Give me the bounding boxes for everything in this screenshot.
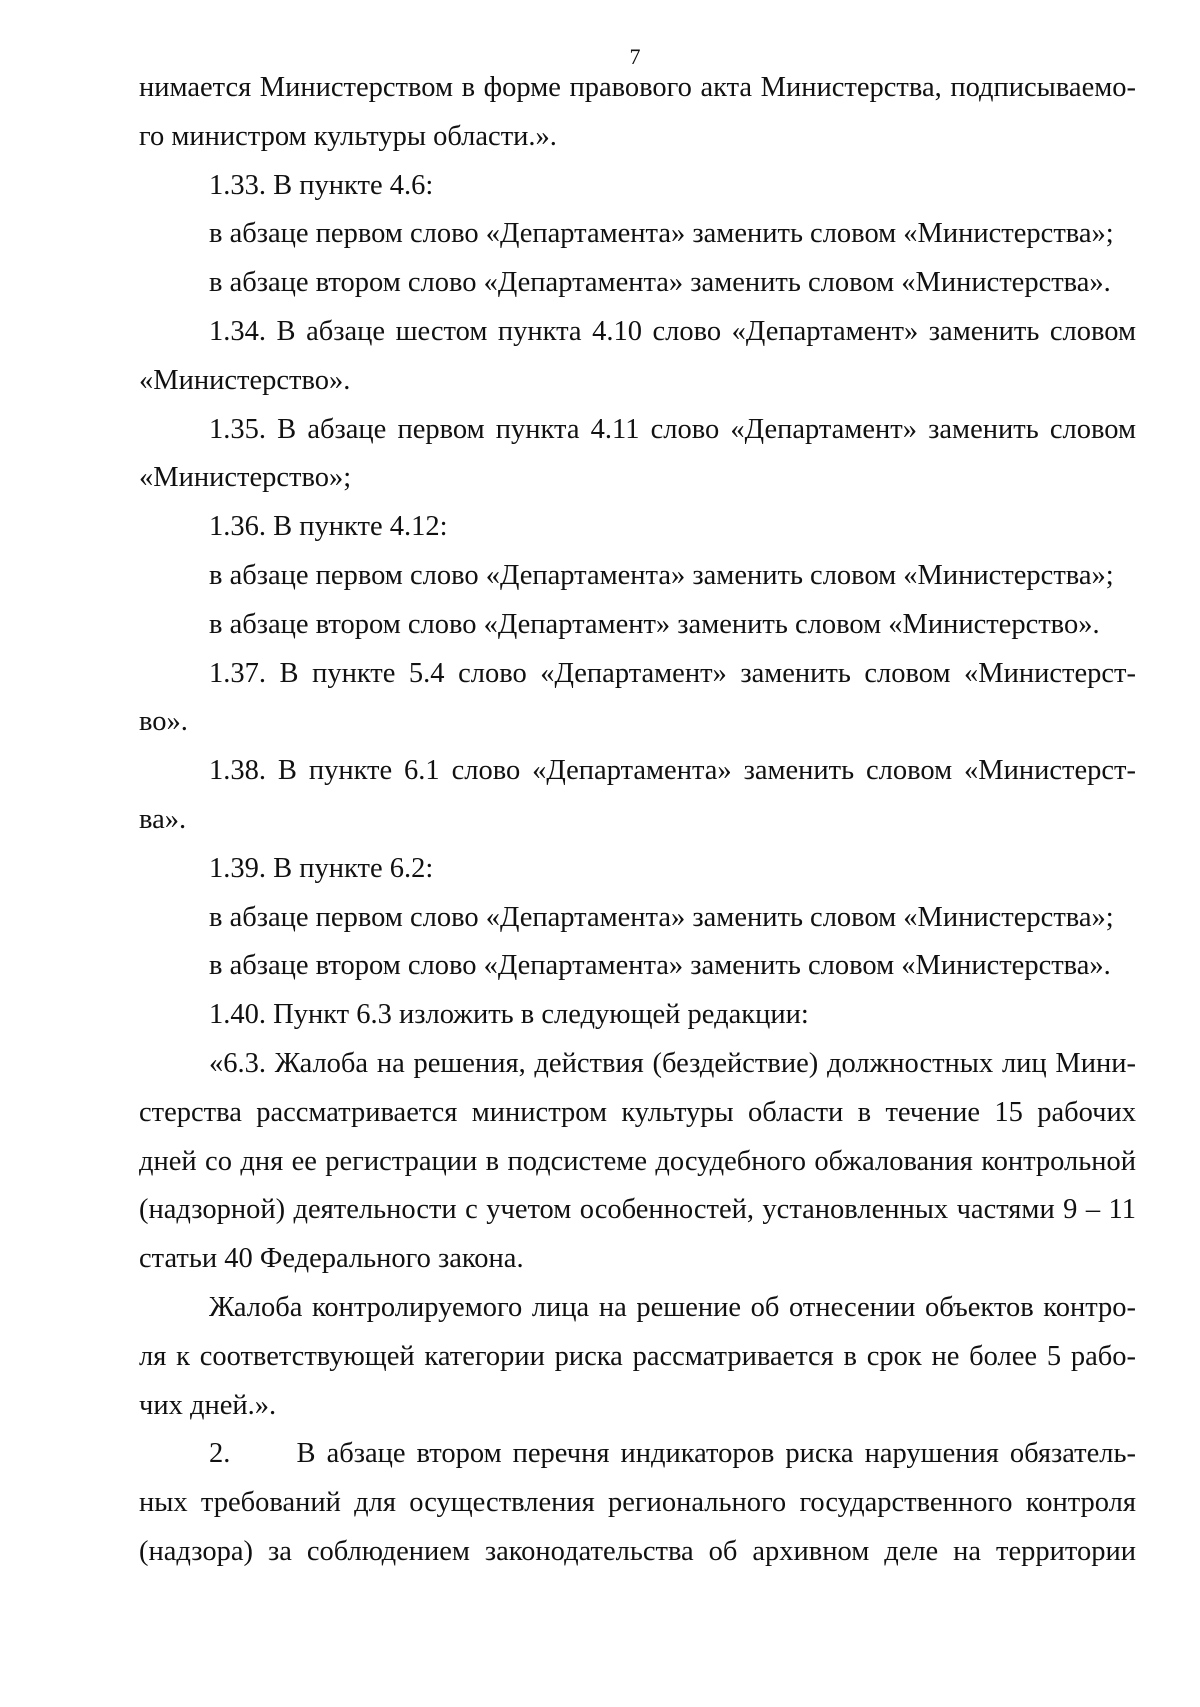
paragraph [139, 1284, 1136, 1430]
paragraph [139, 552, 1136, 601]
page-number: 7 [629, 44, 641, 69]
text-line: в абзаце первом слово «Департамента» заменить словом «Министерства»; [209, 901, 1114, 933]
paragraph [139, 64, 1136, 162]
paragraph [139, 991, 1136, 1040]
paragraph [139, 308, 1136, 406]
text-line: в абзаце первом слово «Департамента» заменить словом «Министерства»; [209, 559, 1114, 591]
text-line: «Министерство»; [139, 462, 352, 494]
text-line: в абзаце втором слово «Департамент» заменить словом «Министерство». [209, 608, 1100, 640]
paragraph [139, 747, 1136, 845]
text-line: статьи 40 Федерального закона. [139, 1243, 524, 1275]
text-line: 1.39. В пункте 6.2: [209, 852, 434, 884]
text-line: в абзаце втором слово «Департамента» заменить словом «Министерства». [209, 950, 1111, 982]
paragraph [139, 601, 1136, 650]
text-line: 1.36. В пункте 4.12: [209, 511, 448, 543]
paragraph [139, 162, 1136, 211]
text-line: «Министерство». [139, 364, 351, 396]
text-line: 1.37. В пункте 5.4 слово «Департамент» заменить словом «Министерст- [209, 657, 1136, 689]
text-line: ва». [139, 803, 187, 835]
text-line: чих дней.». [139, 1389, 277, 1421]
text-line: ных требований для осуществления регионального государственного контроля [139, 1487, 1136, 1519]
text-line: 1.34. В абзаце шестом пункта 4.10 слово «Департамент» заменить словом [209, 315, 1136, 347]
text-line: в абзаце втором слово «Департамента» заменить словом «Министерства». [209, 267, 1111, 299]
text-line: стерства рассматривается министром культуры области в течение 15 рабочих [139, 1096, 1136, 1128]
text-line: дней со дня ее регистрации в подсистеме досудебного обжалования контрольной [139, 1145, 1136, 1177]
paragraph [139, 503, 1136, 552]
text-line: Жалоба контролируемого лица на решение об отнесении объектов контро- [209, 1291, 1136, 1323]
text-line: во». [139, 706, 188, 738]
text-line: 1.33. В пункте 4.6: [209, 169, 434, 201]
text-line: 1.40. Пункт 6.3 изложить в следующей редакции: [209, 999, 809, 1031]
paragraph [139, 1040, 1136, 1284]
text-line: го министром культуры области.». [139, 120, 557, 152]
text-line: (надзорной) деятельности с учетом особенностей, установленных частями 9 – 11 [139, 1194, 1136, 1226]
paragraph [139, 259, 1136, 308]
text-line: в абзаце первом слово «Департамента» заменить словом «Министерства»; [209, 218, 1114, 250]
paragraph [139, 942, 1136, 991]
text-line: ля к соответствующей категории риска рассматривается в срок не более 5 рабо- [139, 1340, 1136, 1372]
paragraph [139, 406, 1136, 504]
text-line: 1.35. В абзаце первом пункта 4.11 слово «Департамент» заменить словом [209, 413, 1136, 445]
text-line: нимается Министерством в форме правового акта Министерства, подписываемо- [139, 72, 1136, 103]
paragraph [139, 1430, 1136, 1576]
paragraph [139, 894, 1136, 943]
paragraph [139, 210, 1136, 259]
document-body [139, 64, 1136, 1577]
text-line: 2. В абзаце втором перечня индикаторов риска нарушения обязатель- [209, 1438, 1136, 1470]
text-line: (надзора) за соблюдением законодательства об архивном деле на территории [139, 1535, 1136, 1567]
paragraph [139, 650, 1136, 748]
text-line: «6.3. Жалоба на решения, действия (бездействие) должностных лиц Мини- [209, 1047, 1136, 1079]
paragraph [139, 845, 1136, 894]
text-line: 1.38. В пункте 6.1 слово «Департамента» заменить словом «Министерст- [209, 755, 1136, 787]
